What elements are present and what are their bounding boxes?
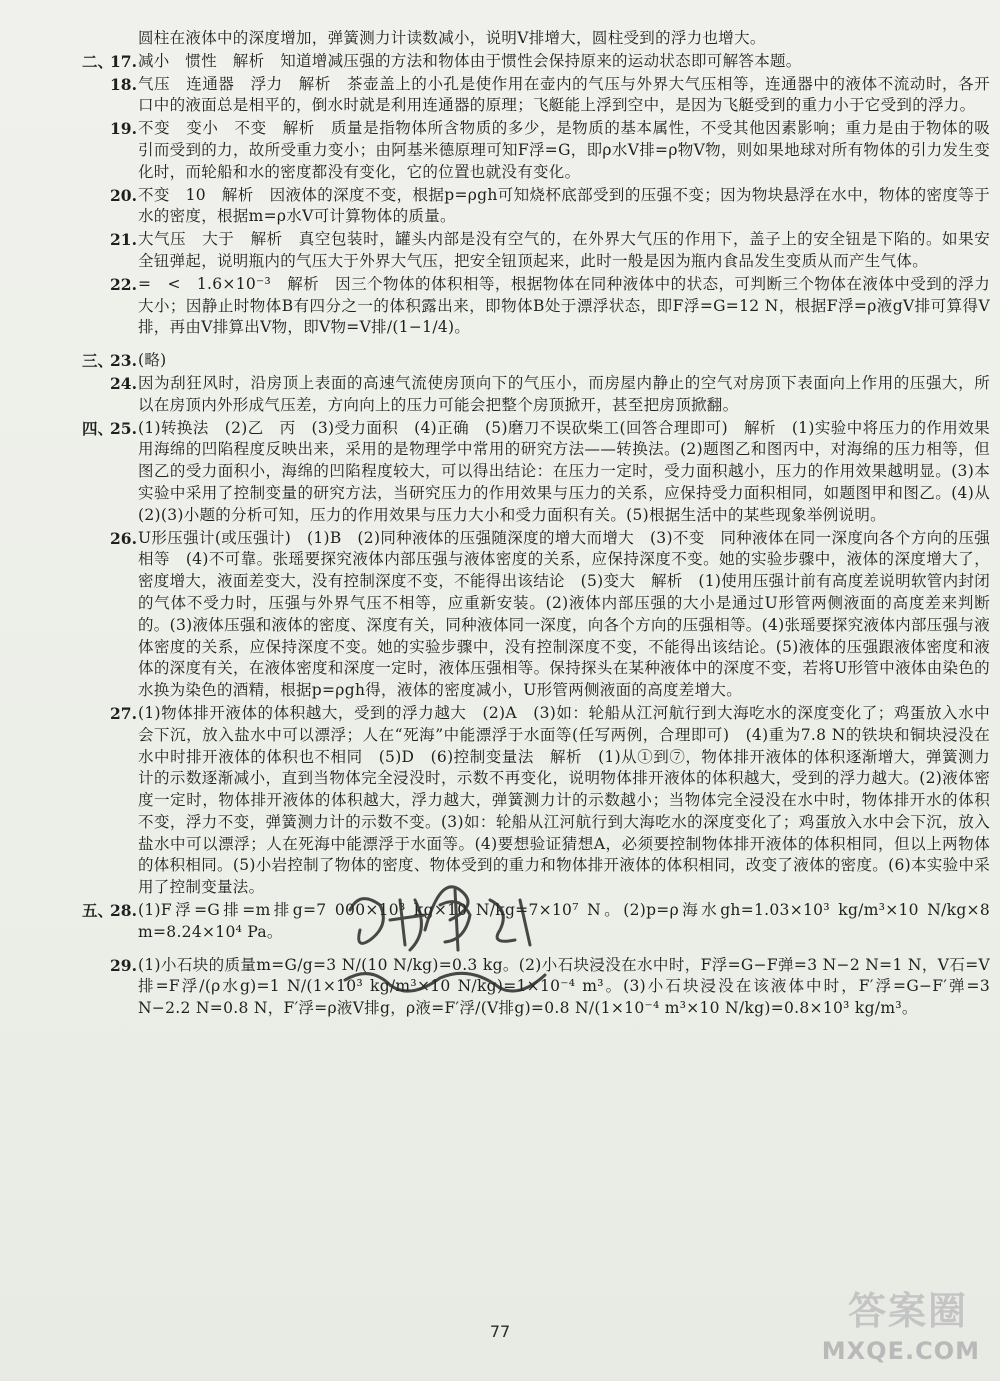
answer-text: = < 1.6×10⁻³ 解析 因三个物体的体积相等，根据物体在同种液体中的状态，可判断三个物体在液体中受到的浮力大小；因静止时物体B有四分之一的体积露出来，即物体B处于漂浮状态，即F浮=G=12 N，根据F浮=ρ液gV排可算得V排，再由V排算出V物，即V物=V排/(1−1/4)。 [138,274,990,337]
answer-text: 圆柱在液体中的深度增加，弹簧测力计读数减小，说明V排增大，圆柱受到的浮力也增大。 [138,29,766,47]
question-number: 20. [110,185,137,205]
answer-item [82,418,990,527]
site-logo [821,1285,992,1371]
answer-text: (1)小石块的质量m=G/g=3 N/(10 N/kg)=0.3 kg。(2)小石块浸没在水中时，F浮=G−F弹=3 N−2 N=1 N，V石=V排=F浮/(ρ水g)=1 N/(1×10³ kg/m³×10 N/kg)=1×10⁻⁴ m³。(3)小石块浸没在该液体中时，F′浮=G−F′弹=3 N−2.2 N=0.8 N，F′浮=ρ液V排g，ρ液=F′浮/(V排g)=0.8 N/(1×10⁻⁴ m³×10 N/kg)=0.8×10³ kg/m³。 [138,955,990,1018]
section-label: 五、 [82,901,114,921]
answer-item [82,373,990,417]
question-number: 28. [110,901,137,921]
answer-item [82,274,990,339]
answer-text: 因为刮狂风时，沿房顶上表面的高速气流使房顶向下的气压小，而房屋内静止的空气对房顶下表面向上作用的压强大，所以在房顶内外形成气压差，方向向上的压力可能会把整个房顶掀开，甚至把房顶掀翻。 [138,373,990,414]
answer-item [82,528,990,702]
question-number: 19. [110,119,137,139]
question-number: 24. [110,373,137,393]
answer-item [82,51,990,73]
answer-text: (1)物体排开液体的体积越大，受到的浮力越大 (2)A (3)如：轮船从江河航行到大海吃水的深度变化了；鸡蛋放入水中会下沉，放入盐水中可以漂浮；人在“死海”中能漂浮于水面等(任写两例，合理即可) (4)重为7.8 N的铁块和铜块浸没在水中时排开液体的体积也不相同 (5)D (6)控制变量法 解析 (1)从①到⑦，物体排开液体的体积逐渐增大，弹簧测力计的示数逐渐减小，直到当物体完全浸没时，示数不再变化，说明物体排开液体的体积越大，受到的浮力越大。(2)液体密度一定时，物体排开液体的体积越大，浮力越大，弹簧测力计的示数越小；当物体完全浸没在水中时，物体排开水的体积不变，浮力不变，弹簧测力计的示数不变。(3)如：轮船从江河航行到大海吃水的深度变化了；鸡蛋放入水中会下沉，放入盐水中可以漂浮；人在死海中能漂浮于水面等。(4)要想验证猜想A，必须要控制物体排开液体的体积相同，但以上两物体的体积相同。(5)小岩控制了物体的密度、物体受到的重力和物体排开液体的体积相同，改变了液体的密度。(6)本实验中采用了控制变量法。 [138,703,990,897]
section-label: 三、 [82,351,114,371]
answer-text: 减小 惯性 解析 知道增减压强的方法和物体由于惯性会保持原来的运动状态即可解答本题。 [138,51,802,70]
site-logo-cn: 答案圈 [847,1289,968,1333]
section-label: 四、 [82,418,114,438]
answer-text: 大气压 大于 解析 真空包装时，罐头内部是没有空气的，在外界大气压的作用下，盖子上的安全钮是下陷的。如果安全钮弹起，说明瓶内的气压大于外界大气压，把安全钮顶起来，此时一般是因为瓶内食品发生变质从而产生气体。 [138,230,990,270]
question-number: 25. [110,418,137,438]
answer-text: (1)F浮=G排=m排g=7 000×10³ kg×10 N/kg=7×10⁷ N。(2)p=ρ海水gh=1.03×10³ kg/m³×10 N/kg×8 m=8.24×10⁴ Pa。 [138,901,990,941]
answer-item [82,350,990,372]
answer-item [82,229,990,273]
answer-text: 不变 10 解析 因液体的深度不变，根据p=ρgh可知烧杯底部受到的压强不变；因为物块悬浮在水中，物体的密度等于水的密度，根据m=ρ水V可计算物体的质量。 [138,185,990,226]
answer-text: (1)转换法 (2)乙 丙 (3)受力面积 (4)正确 (5)磨刀不误砍柴工(回答合理即可) 解析 (1)实验中将压力的作用效果用海绵的凹陷程度反映出来，采用的是物理学中常用的研究方法——转换法。(2)题图乙和图丙中，对海绵的压力相等，但图乙的受力面积小，海绵的凹陷程度较大，可以得出结论：在压力一定时，受力面积越小，压力的作用效果越明显。(3)本实验中采用了控制变量的研究方法，当研究压力的作用效果与压力的关系，应保持受力面积相同，如题图甲和图乙。(4)从(2)(3)小题的分析可知，压力的作用效果与压力大小和受力面积有关。(5)根据生活中的某些现象举例说明。 [138,418,990,524]
question-number: 23. [110,351,137,371]
question-number: 29. [110,955,137,975]
handwritten-watermark [330,870,570,1020]
answer-item [82,74,990,118]
answer-text: 不变 变小 不变 解析 质量是指物体所含物质的多少，是物质的基本属性，不受其他因素影响；重力是由于物体的吸引而受到的力，故所受重力变小；由阿基米德原理可知F浮=G，即ρ水V排=ρ物V物，则如果地球对所有物体的引力发生变化时，而轮船和水的密度都没有变化，它的位置也就没有变化。 [138,119,990,181]
question-number: 21. [110,230,137,250]
question-number: 17. [110,51,137,71]
question-number: 26. [110,528,137,548]
page-number: 77 [489,1322,511,1341]
question-number: 18. [110,74,137,94]
answer-item [82,185,990,229]
answer-item [82,28,990,50]
answer-text: 气压 连通器 浮力 解析 茶壶盖上的小孔是使作用在壶内的气压与外界大气压相等，连通器中的液体不流动时，各开口中的液面总是相平的，倒水时就是利用连通器的原理；飞艇能上浮到空中，是因为飞艇受到的重力小于它受到的浮力。 [138,74,990,115]
answer-text: (略) [138,351,167,370]
answer-text: U形压强计(或压强计) (1)B (2)同种液体的压强随深度的增大而增大 (3)不变 同种液体在同一深度向各个方向的压强相等 (4)不可靠。张瑶要探究液体内部压强与液体密度的关系，应保持深度不变。她的实验步骤中，液体的深度增大了，密度增大，液面差变大，没有控制深度不变，不能得出该结论 (5)变大 解析 (1)使用压强计前有高度差说明软管内封闭的气体不受力时，压强与外界气压不相等，应重新安装。(2)液体内部压强的大小是通过U形管两侧液面的高度差来判断的。(3)液体压强和液体的密度、深度有关，同种液体同一深度，向各个方向的压强相等。(4)张瑶要探究液体内部压强与液体密度的关系，应保持深度不变。她的实验步骤中，没有控制深度不变，不能得出该结论。(5)液体的压强跟液体密度和液体的深度有关，在液体密度和深度一定时，液体压强相等。保持探头在某种液体中的深度不变，若将U形管中液体由染色的水换为染色的酒精，根据p=ρgh得，液体的密度减小，U形管两侧液面的高度差增大。 [138,528,990,700]
section-label: 二、 [82,51,114,71]
question-number: 27. [110,703,137,723]
answer-item [82,118,990,183]
site-logo-url: MXQE.COM [821,1337,980,1365]
question-number: 22. [110,274,137,294]
